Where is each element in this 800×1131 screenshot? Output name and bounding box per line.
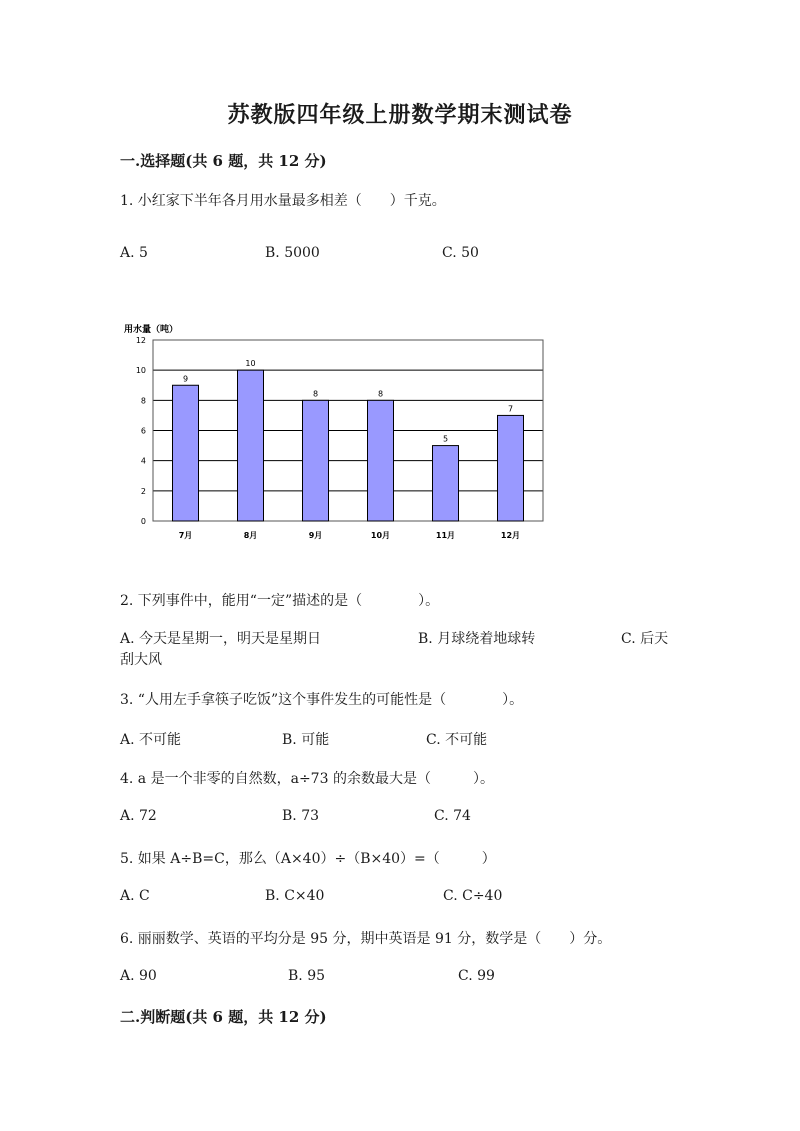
page-title: 苏教版四年级上册数学期末测试卷	[227, 102, 573, 128]
q5-option-a[interactable]: A. C	[120, 888, 150, 904]
x-tick-label: 7月	[178, 531, 193, 540]
bar-value-label: 10	[245, 359, 256, 369]
q6-option-c[interactable]: C. 99	[458, 968, 495, 984]
x-tick-label: 9月	[308, 531, 323, 540]
y-tick-label: 10	[135, 366, 146, 376]
chart-y-axis-label: 用水量（吨）	[124, 325, 179, 335]
bar-value-label: 5	[442, 434, 449, 444]
question-2: 2. 下列事件中，能用“一定”描述的是（ ）。	[120, 593, 440, 609]
question-6: 6. 丽丽数学、英语的平均分是 95 分，期中英语是 91 分，数学是（ ）分。	[120, 931, 612, 947]
section-judge-heading: 二.判断题(共 6 题，共 12 分)	[120, 1008, 327, 1026]
y-tick-label: 8	[140, 396, 146, 406]
section-choice-heading: 一.选择题(共 6 题，共 12 分)	[120, 152, 327, 170]
bar	[238, 370, 264, 521]
x-tick-label: 10月	[370, 531, 391, 540]
q1-option-a[interactable]: A. 5	[120, 245, 148, 261]
q4-option-b[interactable]: B. 73	[282, 808, 320, 824]
y-tick-label: 6	[140, 426, 146, 436]
bar-value-label: 8	[312, 389, 319, 399]
question-1: 1. 小红家下半年各月用水量最多相差（ ）千克。	[120, 193, 446, 209]
q5-option-c[interactable]: C. C÷40	[443, 888, 503, 904]
y-tick-label: 12	[135, 336, 146, 345]
bar	[498, 415, 524, 521]
q6-option-b[interactable]: B. 95	[288, 968, 326, 984]
x-tick-label: 12月	[500, 531, 521, 540]
q3-option-c[interactable]: C. 不可能	[426, 732, 488, 748]
bar	[433, 446, 459, 521]
question-5: 5. 如果 A÷B=C，那么（A×40）÷（B×40）=（ ）	[120, 851, 496, 867]
q5-option-b[interactable]: B. C×40	[265, 888, 325, 904]
x-tick-label: 11月	[435, 531, 456, 540]
bar	[303, 400, 329, 521]
q6-option-a[interactable]: A. 90	[120, 968, 157, 984]
q2-option-a[interactable]: A. 今天是星期一，明天是星期日	[120, 631, 322, 647]
q3-option-a[interactable]: A. 不可能	[120, 732, 182, 748]
q2-option-c[interactable]: C. 后天	[621, 631, 669, 647]
bar-value-label: 7	[507, 404, 514, 414]
q1-option-c[interactable]: C. 50	[442, 245, 479, 261]
q3-option-b[interactable]: B. 可能	[282, 732, 330, 748]
y-tick-label: 4	[140, 456, 146, 466]
q2-option-c-continued: 刮大风	[120, 652, 162, 668]
question-4: 4. a 是一个非零的自然数，a÷73 的余数最大是（ ）。	[120, 771, 494, 787]
question-3: 3. “人用左手拿筷子吃饭”这个事件发生的可能性是（ ）。	[120, 692, 524, 708]
x-tick-label: 8月	[243, 531, 258, 540]
water-usage-bar-chart	[118, 318, 558, 550]
bar-value-label: 9	[182, 374, 189, 384]
y-tick-label: 0	[140, 517, 146, 526]
q2-option-b[interactable]: B. 月球绕着地球转	[418, 631, 536, 647]
bar	[173, 385, 199, 521]
bar	[368, 400, 394, 521]
q4-option-a[interactable]: A. 72	[120, 808, 157, 824]
q1-option-b[interactable]: B. 5000	[265, 245, 320, 261]
q4-option-c[interactable]: C. 74	[434, 808, 471, 824]
bar-value-label: 8	[377, 389, 384, 399]
y-tick-label: 2	[140, 486, 146, 496]
